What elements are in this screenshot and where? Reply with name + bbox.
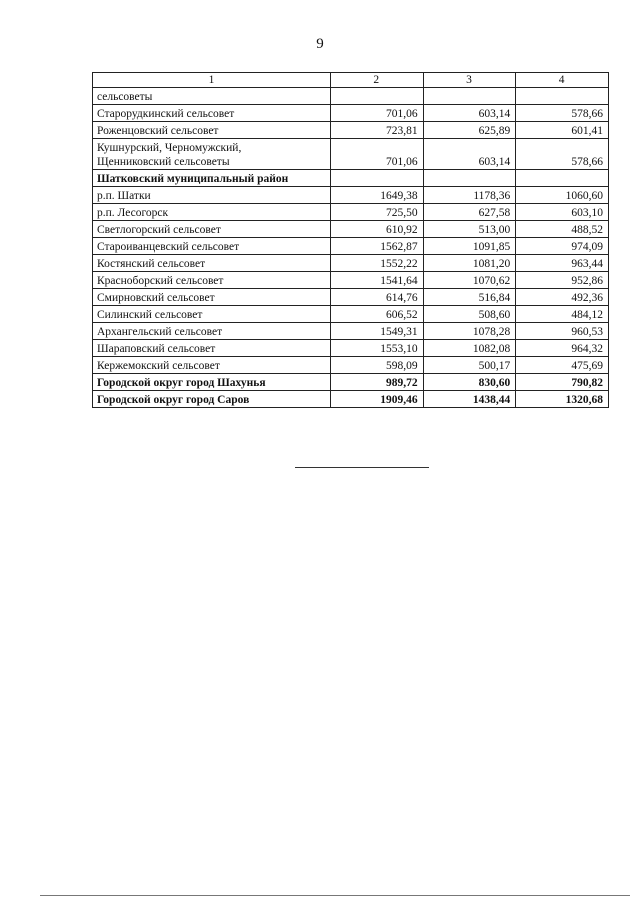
row-value-col3-cell: 1070,62 <box>423 272 516 289</box>
row-name-cell: Городской округ город Саров <box>93 391 331 408</box>
column-header-2: 2 <box>330 73 423 88</box>
row-value-col4-cell <box>516 170 609 187</box>
row-value-col3-cell: 1078,28 <box>423 323 516 340</box>
row-value-col3-cell: 1081,20 <box>423 255 516 272</box>
row-value-col2-cell: 1562,87 <box>330 238 423 255</box>
row-name-cell: Костянский сельсовет <box>93 255 331 272</box>
row-name-cell: Смирновский сельсовет <box>93 289 331 306</box>
row-value-col4-cell: 974,09 <box>516 238 609 255</box>
row-value-col4-cell: 963,44 <box>516 255 609 272</box>
row-value-col2-cell <box>330 88 423 105</box>
row-name-cell: Кушнурский, Черномужский, Щенниковский сельсоветы <box>93 139 331 170</box>
row-value-col2-cell: 701,06 <box>330 139 423 170</box>
table-row <box>93 139 609 170</box>
table-row <box>93 289 609 306</box>
row-value-col4-cell: 1060,60 <box>516 187 609 204</box>
row-name-cell: сельсоветы <box>93 88 331 105</box>
row-value-col2-cell: 1541,64 <box>330 272 423 289</box>
table-row <box>93 88 609 105</box>
table-row <box>93 323 609 340</box>
table-row <box>93 357 609 374</box>
row-value-col2-cell: 1649,38 <box>330 187 423 204</box>
row-value-col2-cell: 725,50 <box>330 204 423 221</box>
row-value-col4-cell: 601,41 <box>516 122 609 139</box>
row-value-col4-cell: 1320,68 <box>516 391 609 408</box>
row-value-col4-cell: 578,66 <box>516 139 609 170</box>
row-name-cell: Светлогорский сельсовет <box>93 221 331 238</box>
table-header-row <box>93 73 609 88</box>
table-row <box>93 170 609 187</box>
row-value-col3-cell: 627,58 <box>423 204 516 221</box>
row-value-col2-cell: 606,52 <box>330 306 423 323</box>
row-value-col3-cell: 508,60 <box>423 306 516 323</box>
row-name-cell: Кержемокский сельсовет <box>93 357 331 374</box>
row-value-col3-cell: 1082,08 <box>423 340 516 357</box>
table-row <box>93 122 609 139</box>
row-value-col3-cell: 516,84 <box>423 289 516 306</box>
row-value-col2-cell: 610,92 <box>330 221 423 238</box>
table-row <box>93 255 609 272</box>
row-value-col2-cell: 701,06 <box>330 105 423 122</box>
section-divider <box>295 467 429 468</box>
row-value-col4-cell: 578,66 <box>516 105 609 122</box>
row-value-col3-cell: 625,89 <box>423 122 516 139</box>
row-value-col2-cell: 598,09 <box>330 357 423 374</box>
data-table <box>92 72 609 408</box>
row-value-col2-cell: 614,76 <box>330 289 423 306</box>
table-row <box>93 374 609 391</box>
row-value-col2-cell: 1549,31 <box>330 323 423 340</box>
row-value-col2-cell: 723,81 <box>330 122 423 139</box>
page-number: 9 <box>316 36 324 52</box>
row-value-col4-cell: 603,10 <box>516 204 609 221</box>
row-name-cell: Шараповский сельсовет <box>93 340 331 357</box>
table-row <box>93 306 609 323</box>
row-value-col4-cell: 790,82 <box>516 374 609 391</box>
row-value-col4-cell: 475,69 <box>516 357 609 374</box>
row-value-col3-cell <box>423 88 516 105</box>
row-name-cell: р.п. Лесогорск <box>93 204 331 221</box>
row-value-col3-cell: 500,17 <box>423 357 516 374</box>
row-value-col4-cell: 492,36 <box>516 289 609 306</box>
column-header-1: 1 <box>93 73 331 88</box>
table-row <box>93 238 609 255</box>
row-value-col3-cell: 603,14 <box>423 139 516 170</box>
row-name-cell: р.п. Шатки <box>93 187 331 204</box>
row-name-cell: Силинский сельсовет <box>93 306 331 323</box>
row-value-col4-cell: 952,86 <box>516 272 609 289</box>
table-row <box>93 272 609 289</box>
row-name-cell: Роженцовский сельсовет <box>93 122 331 139</box>
row-value-col3-cell: 1438,44 <box>423 391 516 408</box>
table-row <box>93 391 609 408</box>
footer-rule <box>40 895 630 896</box>
row-name-cell: Староиванцевский сельсовет <box>93 238 331 255</box>
table-row <box>93 105 609 122</box>
row-name-cell: Шатковский муниципальный район <box>93 170 331 187</box>
row-value-col3-cell <box>423 170 516 187</box>
row-name-cell: Красноборский сельсовет <box>93 272 331 289</box>
row-value-col2-cell: 1909,46 <box>330 391 423 408</box>
row-value-col2-cell <box>330 170 423 187</box>
row-value-col4-cell <box>516 88 609 105</box>
row-value-col4-cell: 964,32 <box>516 340 609 357</box>
row-name-cell: Старорудкинский сельсовет <box>93 105 331 122</box>
row-name-cell: Городской округ город Шахунья <box>93 374 331 391</box>
row-value-col3-cell: 830,60 <box>423 374 516 391</box>
row-value-col3-cell: 1091,85 <box>423 238 516 255</box>
row-value-col3-cell: 513,00 <box>423 221 516 238</box>
table-body <box>93 73 609 408</box>
row-value-col2-cell: 989,72 <box>330 374 423 391</box>
column-header-4: 4 <box>516 73 609 88</box>
row-value-col2-cell: 1552,22 <box>330 255 423 272</box>
row-value-col3-cell: 603,14 <box>423 105 516 122</box>
column-header-3: 3 <box>423 73 516 88</box>
table-row <box>93 221 609 238</box>
row-value-col4-cell: 488,52 <box>516 221 609 238</box>
table-row <box>93 187 609 204</box>
row-value-col4-cell: 960,53 <box>516 323 609 340</box>
table-row <box>93 340 609 357</box>
row-value-col4-cell: 484,12 <box>516 306 609 323</box>
row-value-col2-cell: 1553,10 <box>330 340 423 357</box>
row-name-cell: Архангельский сельсовет <box>93 323 331 340</box>
table-row <box>93 204 609 221</box>
row-value-col3-cell: 1178,36 <box>423 187 516 204</box>
